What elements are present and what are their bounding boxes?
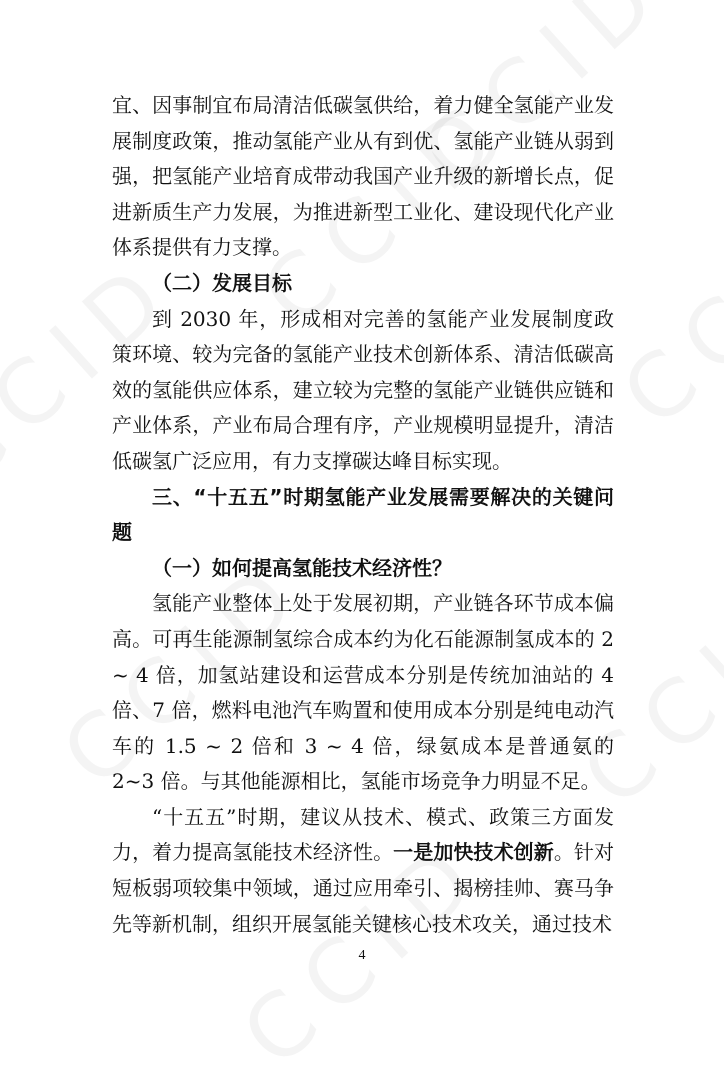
subheading-development-goals: （二）发展目标 bbox=[152, 270, 292, 295]
subheading-question-1: （一）如何提高氢能技术经济性？ bbox=[152, 555, 452, 580]
paragraph-cost-analysis: 氢能产业整体上处于发展初期，产业链各环节成本偏高。可再生能源制氢综合成本约为化石能源制氢成本的 2 ~ 4 倍，加氢站建设和运营成本分别是传统加油站的 4 倍、7 倍，燃料电池汽车购置和使用成本分别是纯电动汽车的 1.5 ~ 2 倍和 3 ~ 4 倍，绿氨成本是普通氨的 2~3 倍。与其他能源相比，氢能市场竞争力明显不足。 bbox=[112, 591, 614, 794]
paragraph-recommendations bbox=[112, 800, 614, 942]
document-body bbox=[112, 88, 614, 942]
paragraph-goals: 到 2030 年，形成相对完善的氢能产业发展制度政策环境、较为完备的氢能产业技术创新体系、清洁低碳高效的氢能供应体系，建立较为完整的氢能产业链供应链和产业体系，产业布局合理有序，产业规模明显提升，清洁低碳氢广泛应用，有力支撑碳达峰目标实现。 bbox=[112, 306, 614, 473]
watermark bbox=[603, 177, 724, 447]
recommendation-emphasis: 一是加快技术创新 bbox=[393, 840, 554, 865]
recommendation-lead: “十五五”时期，建议从技术、模式、政策三方面发力，着力提高氢能技术经济性。 bbox=[112, 804, 614, 865]
section-heading-key-issues: 三、“十五五”时期氢能产业发展需要解决的关键问题 bbox=[112, 484, 614, 545]
recommendation-tail: 。针对短板弱项较集中领域，通过应用牵引、揭榜挂帅、赛马争先等新机制，组织开展氢能关键核心技术攻关，通过技术 bbox=[112, 840, 615, 936]
paragraph-continuation: 宜、因事制宜布局清洁低碳氢供给，着力健全氢能产业发展制度政策，推动氢能产业从有到优、氢能产业链从弱到强，把氢能产业培育成带动我国产业升级的新增长点，促进新质生产力发展，为推进新型工业化、建设现代化产业体系提供有力支撑。 bbox=[112, 93, 614, 260]
page-number: 4 bbox=[358, 948, 366, 963]
